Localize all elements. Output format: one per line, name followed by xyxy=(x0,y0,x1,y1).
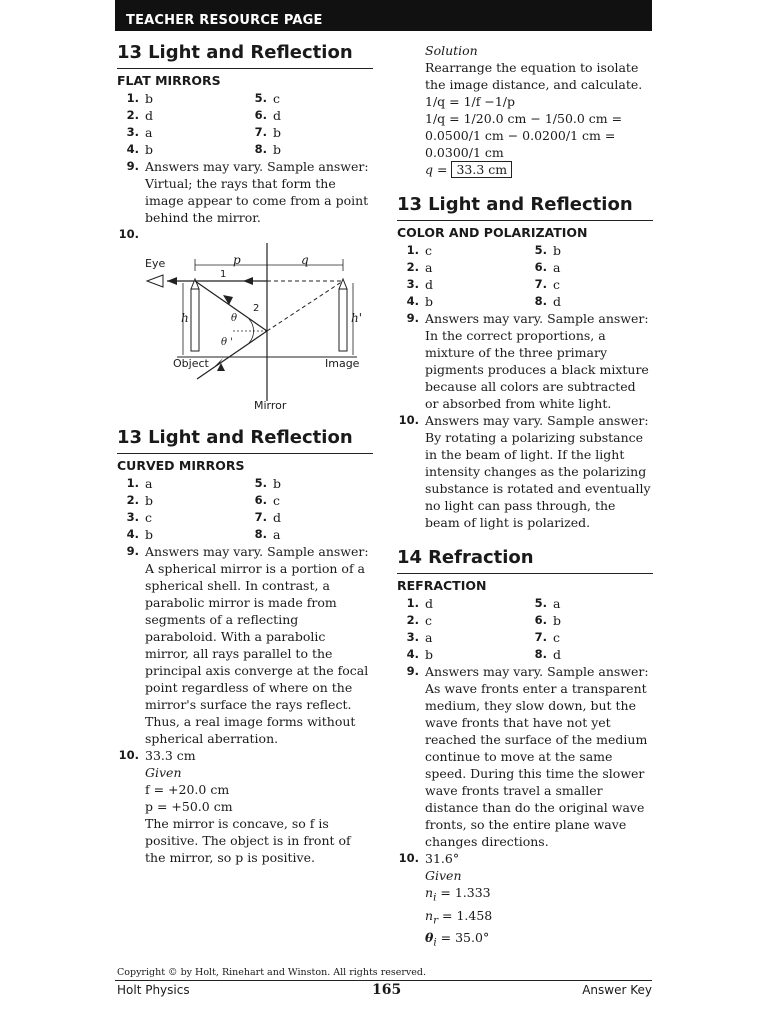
answer-9-curved xyxy=(117,543,373,747)
answer-letter: b xyxy=(145,527,154,542)
virtual-ray-2 xyxy=(267,281,343,331)
answer-cell xyxy=(397,595,525,612)
question-number: 5. xyxy=(254,476,267,490)
image-label: Image xyxy=(325,357,360,370)
chapter-title: Refraction xyxy=(428,547,534,568)
image-pencil xyxy=(339,289,347,351)
answer-letter: c xyxy=(273,91,281,106)
left-column xyxy=(117,42,373,866)
mirror-label: Mirror xyxy=(254,399,287,412)
answer-text: Answers may vary. Sample answer: A spherical mirror is a portion of a spherical shell. In contrast, a parabolic mirror is made from segments of a reflecting paraboloid. With a parabolic mirror, all rays parallel to the principal axis converge at the focal point regardless of where on the mirror's surface the rays reflect. Thus, a real image forms without spherical aberration. xyxy=(145,544,369,746)
given-label: Given xyxy=(425,868,462,883)
answer-cell xyxy=(117,107,245,124)
question-number: 6. xyxy=(534,613,547,627)
answer-letter: d xyxy=(425,596,434,611)
answer-cell xyxy=(245,492,373,509)
answer-letter: d xyxy=(273,108,282,123)
answer-grid-curved-mirrors xyxy=(117,475,373,543)
question-number: 5. xyxy=(534,243,547,257)
question-number: 2. xyxy=(126,493,139,507)
given-nr xyxy=(397,907,653,930)
answer-cell xyxy=(525,242,653,259)
answer-cell xyxy=(245,509,373,526)
answer-cell xyxy=(245,124,373,141)
answer-text: Answers may vary. Sample answer: In the correct proportions, a mixture of the three primary pigments produces a black mixture because all colors are subtracted or absorbed from white light. xyxy=(425,311,649,411)
question-number: 2. xyxy=(406,260,419,274)
section-heading-flat-mirrors: FLAT MIRRORS xyxy=(117,73,221,88)
answer-letter: d xyxy=(425,277,434,292)
question-number: 3. xyxy=(406,630,419,644)
chapter-heading xyxy=(117,42,373,69)
chapter-title: Light and Reflection xyxy=(148,42,353,63)
answer-cell xyxy=(117,90,245,107)
given-label: Given xyxy=(145,765,182,780)
theta-symbol: θ xyxy=(425,930,434,945)
q-label: q xyxy=(301,253,309,267)
chapter-number: 14 xyxy=(397,547,423,568)
answer-cell xyxy=(525,646,653,663)
answer-9-refraction xyxy=(397,663,653,850)
answer-letter: b xyxy=(425,294,434,309)
boxed-answer: 33.3 cm xyxy=(451,161,512,178)
answer-letter: a xyxy=(425,260,433,275)
question-number: 4. xyxy=(406,294,419,308)
question-number: 10. xyxy=(118,227,139,241)
answer-text: 31.6° xyxy=(425,851,460,866)
answer-letter: b xyxy=(145,91,154,106)
answer-letter: b xyxy=(273,125,282,140)
question-number: 1. xyxy=(126,476,139,490)
answer-cell xyxy=(397,242,525,259)
question-number: 8. xyxy=(254,527,267,541)
question-number: 7. xyxy=(534,630,547,644)
ray-arrow xyxy=(243,277,253,285)
question-number: 10. xyxy=(398,413,419,427)
answer-letter: c xyxy=(145,510,153,525)
answer-letter: b xyxy=(273,476,282,491)
answer-letter: b xyxy=(145,493,154,508)
answer-9-color xyxy=(397,310,653,412)
theta-prime-label: θ ' xyxy=(221,337,233,348)
object-pencil xyxy=(191,289,199,351)
section-heading-refraction: REFRACTION xyxy=(397,578,487,593)
answer-10-curved xyxy=(117,747,373,764)
answer-letter: c xyxy=(425,613,433,628)
question-number: 9. xyxy=(406,311,419,325)
given-p: p = +50.0 cm xyxy=(145,799,233,814)
question-number: 7. xyxy=(534,277,547,291)
answer-cell xyxy=(245,90,373,107)
answer-10-refraction xyxy=(397,850,653,867)
question-number: 6. xyxy=(254,493,267,507)
question-number: 1. xyxy=(406,243,419,257)
rearrange-text: Rearrange the equation to isolate the image distance, and calculate. xyxy=(425,60,643,92)
concave-explanation: The mirror is concave, so f is positive. The object is in front of the mirror, so p is positive. xyxy=(145,816,351,865)
q-equals: q = xyxy=(425,162,448,177)
question-number: 5. xyxy=(534,596,547,610)
answer-cell xyxy=(117,475,245,492)
book-title: Holt Physics xyxy=(117,983,190,997)
question-number: 3. xyxy=(126,510,139,524)
question-number: 3. xyxy=(126,125,139,139)
answer-letter: a xyxy=(273,527,281,542)
answer-key-label: Answer Key xyxy=(582,983,652,997)
answer-cell xyxy=(117,526,245,543)
answer-letter: c xyxy=(553,630,561,645)
answer-grid-color-polarization xyxy=(397,242,653,310)
question-number: 7. xyxy=(254,510,267,524)
answer-letter: c xyxy=(553,277,561,292)
answer-letter: d xyxy=(145,108,154,123)
chapter-heading xyxy=(397,547,653,574)
value: = 35.0° xyxy=(436,930,490,945)
question-number: 8. xyxy=(534,294,547,308)
equation-line: 0.0300/1 cm xyxy=(425,145,504,160)
question-number: 10. xyxy=(118,748,139,762)
equation-line: 1/q = 1/20.0 cm − 1/50.0 cm = xyxy=(425,111,623,126)
answer-letter: b xyxy=(553,613,562,628)
answer-cell xyxy=(245,475,373,492)
answer-letter: a xyxy=(553,596,561,611)
section-heading-color-polarization: COLOR AND POLARIZATION xyxy=(397,225,588,240)
answer-text: Answers may vary. Sample answer: As wave fronts enter a transparent medium, they slow down, but the wave fronts that have not yet reached the surface of the medium continue to move at the same speed. During this time the slower wave fronts travel a smaller distance than do the original wave fronts, so the entire plane wave changes directions. xyxy=(425,664,649,849)
question-number: 8. xyxy=(254,142,267,156)
subscript: i xyxy=(433,891,437,904)
h-prime-label: h' xyxy=(351,311,363,325)
solution-label: Solution xyxy=(425,43,478,58)
value: = 1.333 xyxy=(436,885,491,900)
ray-arrow xyxy=(167,277,177,285)
answer-letter: b xyxy=(273,142,282,157)
answer-letter: d xyxy=(553,647,562,662)
answer-cell xyxy=(397,293,525,310)
answer-cell xyxy=(525,293,653,310)
answer-letter: c xyxy=(425,243,433,258)
question-number: 1. xyxy=(126,91,139,105)
answer-letter: a xyxy=(553,260,561,275)
final-answer xyxy=(397,161,653,178)
answer-cell xyxy=(397,646,525,663)
answer-grid-flat-mirrors xyxy=(117,90,373,158)
chapter-number: 13 xyxy=(117,427,143,448)
question-number: 1. xyxy=(406,596,419,610)
answer-cell xyxy=(525,612,653,629)
answer-cell xyxy=(525,629,653,646)
answer-cell xyxy=(525,276,653,293)
ray-2-label: 2 xyxy=(253,303,260,314)
answer-letter: a xyxy=(145,125,153,140)
answer-cell xyxy=(397,629,525,646)
question-number: 10. xyxy=(398,851,419,865)
teacher-resource-banner: TEACHER RESOURCE PAGE xyxy=(115,0,652,31)
answer-9-flat xyxy=(117,158,373,226)
question-number: 4. xyxy=(406,647,419,661)
p-label: p xyxy=(233,253,241,267)
answer-cell xyxy=(397,276,525,293)
subscript: i xyxy=(433,936,437,949)
answer-cell xyxy=(117,509,245,526)
eye-icon xyxy=(147,275,163,287)
value: = 1.458 xyxy=(438,907,493,923)
question-number: 2. xyxy=(406,613,419,627)
answer-cell xyxy=(117,124,245,141)
answer-grid-refraction xyxy=(397,595,653,663)
n-symbol: n xyxy=(425,907,434,923)
section-heading-curved-mirrors: CURVED MIRRORS xyxy=(117,458,245,473)
copyright-notice: Copyright © by Holt, Rinehart and Winston. All rights reserved. xyxy=(117,967,426,978)
equation-line: 0.0500/1 cm − 0.0200/1 cm = xyxy=(425,128,616,143)
answer-text: 33.3 cm xyxy=(145,748,196,763)
answer-cell xyxy=(525,595,653,612)
answer-letter: d xyxy=(273,510,282,525)
right-column xyxy=(397,42,653,952)
chapter-heading xyxy=(397,194,653,221)
eye-label: Eye xyxy=(145,257,166,270)
chapter-title: Light and Reflection xyxy=(148,427,353,448)
page-number: 165 xyxy=(372,982,402,998)
object-label: Object xyxy=(173,357,209,370)
answer-cell xyxy=(117,492,245,509)
chapter-title: Light and Reflection xyxy=(428,194,633,215)
answer-letter: b xyxy=(145,142,154,157)
answer-cell xyxy=(245,141,373,158)
answer-10-color xyxy=(397,412,653,531)
answer-cell xyxy=(245,526,373,543)
ray-1-label: 1 xyxy=(220,269,227,280)
question-number: 8. xyxy=(534,647,547,661)
answer-letter: a xyxy=(425,630,433,645)
question-number: 9. xyxy=(126,159,139,173)
question-number: 4. xyxy=(126,142,139,156)
given-ni xyxy=(397,884,653,907)
question-number: 6. xyxy=(254,108,267,122)
chapter-number: 13 xyxy=(117,42,143,63)
question-number: 6. xyxy=(534,260,547,274)
answer-cell xyxy=(397,612,525,629)
answer-letter: b xyxy=(553,243,562,258)
chapter-heading xyxy=(117,427,373,454)
answer-cell xyxy=(245,107,373,124)
answer-letter: d xyxy=(553,294,562,309)
h-label: h xyxy=(181,311,189,325)
subscript: r xyxy=(433,914,439,926)
answer-letter: b xyxy=(425,647,434,662)
equation-line: 1/q = 1/f −1/p xyxy=(425,94,515,109)
flat-mirror-ray-diagram xyxy=(117,243,373,419)
theta-label: θ xyxy=(231,313,238,324)
question-number: 3. xyxy=(406,277,419,291)
answer-10-flat xyxy=(117,226,373,243)
answer-cell xyxy=(525,259,653,276)
chapter-number: 13 xyxy=(397,194,423,215)
n-symbol: n xyxy=(425,885,434,900)
question-number: 5. xyxy=(254,91,267,105)
given-theta xyxy=(397,929,653,952)
question-number: 4. xyxy=(126,527,139,541)
answer-letter: a xyxy=(145,476,153,491)
question-number: 2. xyxy=(126,108,139,122)
answer-cell xyxy=(397,259,525,276)
given-f: f = +20.0 cm xyxy=(145,782,230,797)
answer-cell xyxy=(117,141,245,158)
question-number: 9. xyxy=(126,544,139,558)
answer-text: Answers may vary. Sample answer: Virtual; the rays that form the image appear to come from a point behind the mirror. xyxy=(145,159,369,225)
question-number: 9. xyxy=(406,664,419,678)
answer-text: Answers may vary. Sample answer: By rotating a polarizing substance in the beam of light. If the light intensity changes as the polarizing substance is rotated and eventually no light can pass through, the beam of light is polarized. xyxy=(425,413,651,530)
question-number: 7. xyxy=(254,125,267,139)
answer-letter: c xyxy=(273,493,281,508)
footer-rule xyxy=(115,980,652,981)
